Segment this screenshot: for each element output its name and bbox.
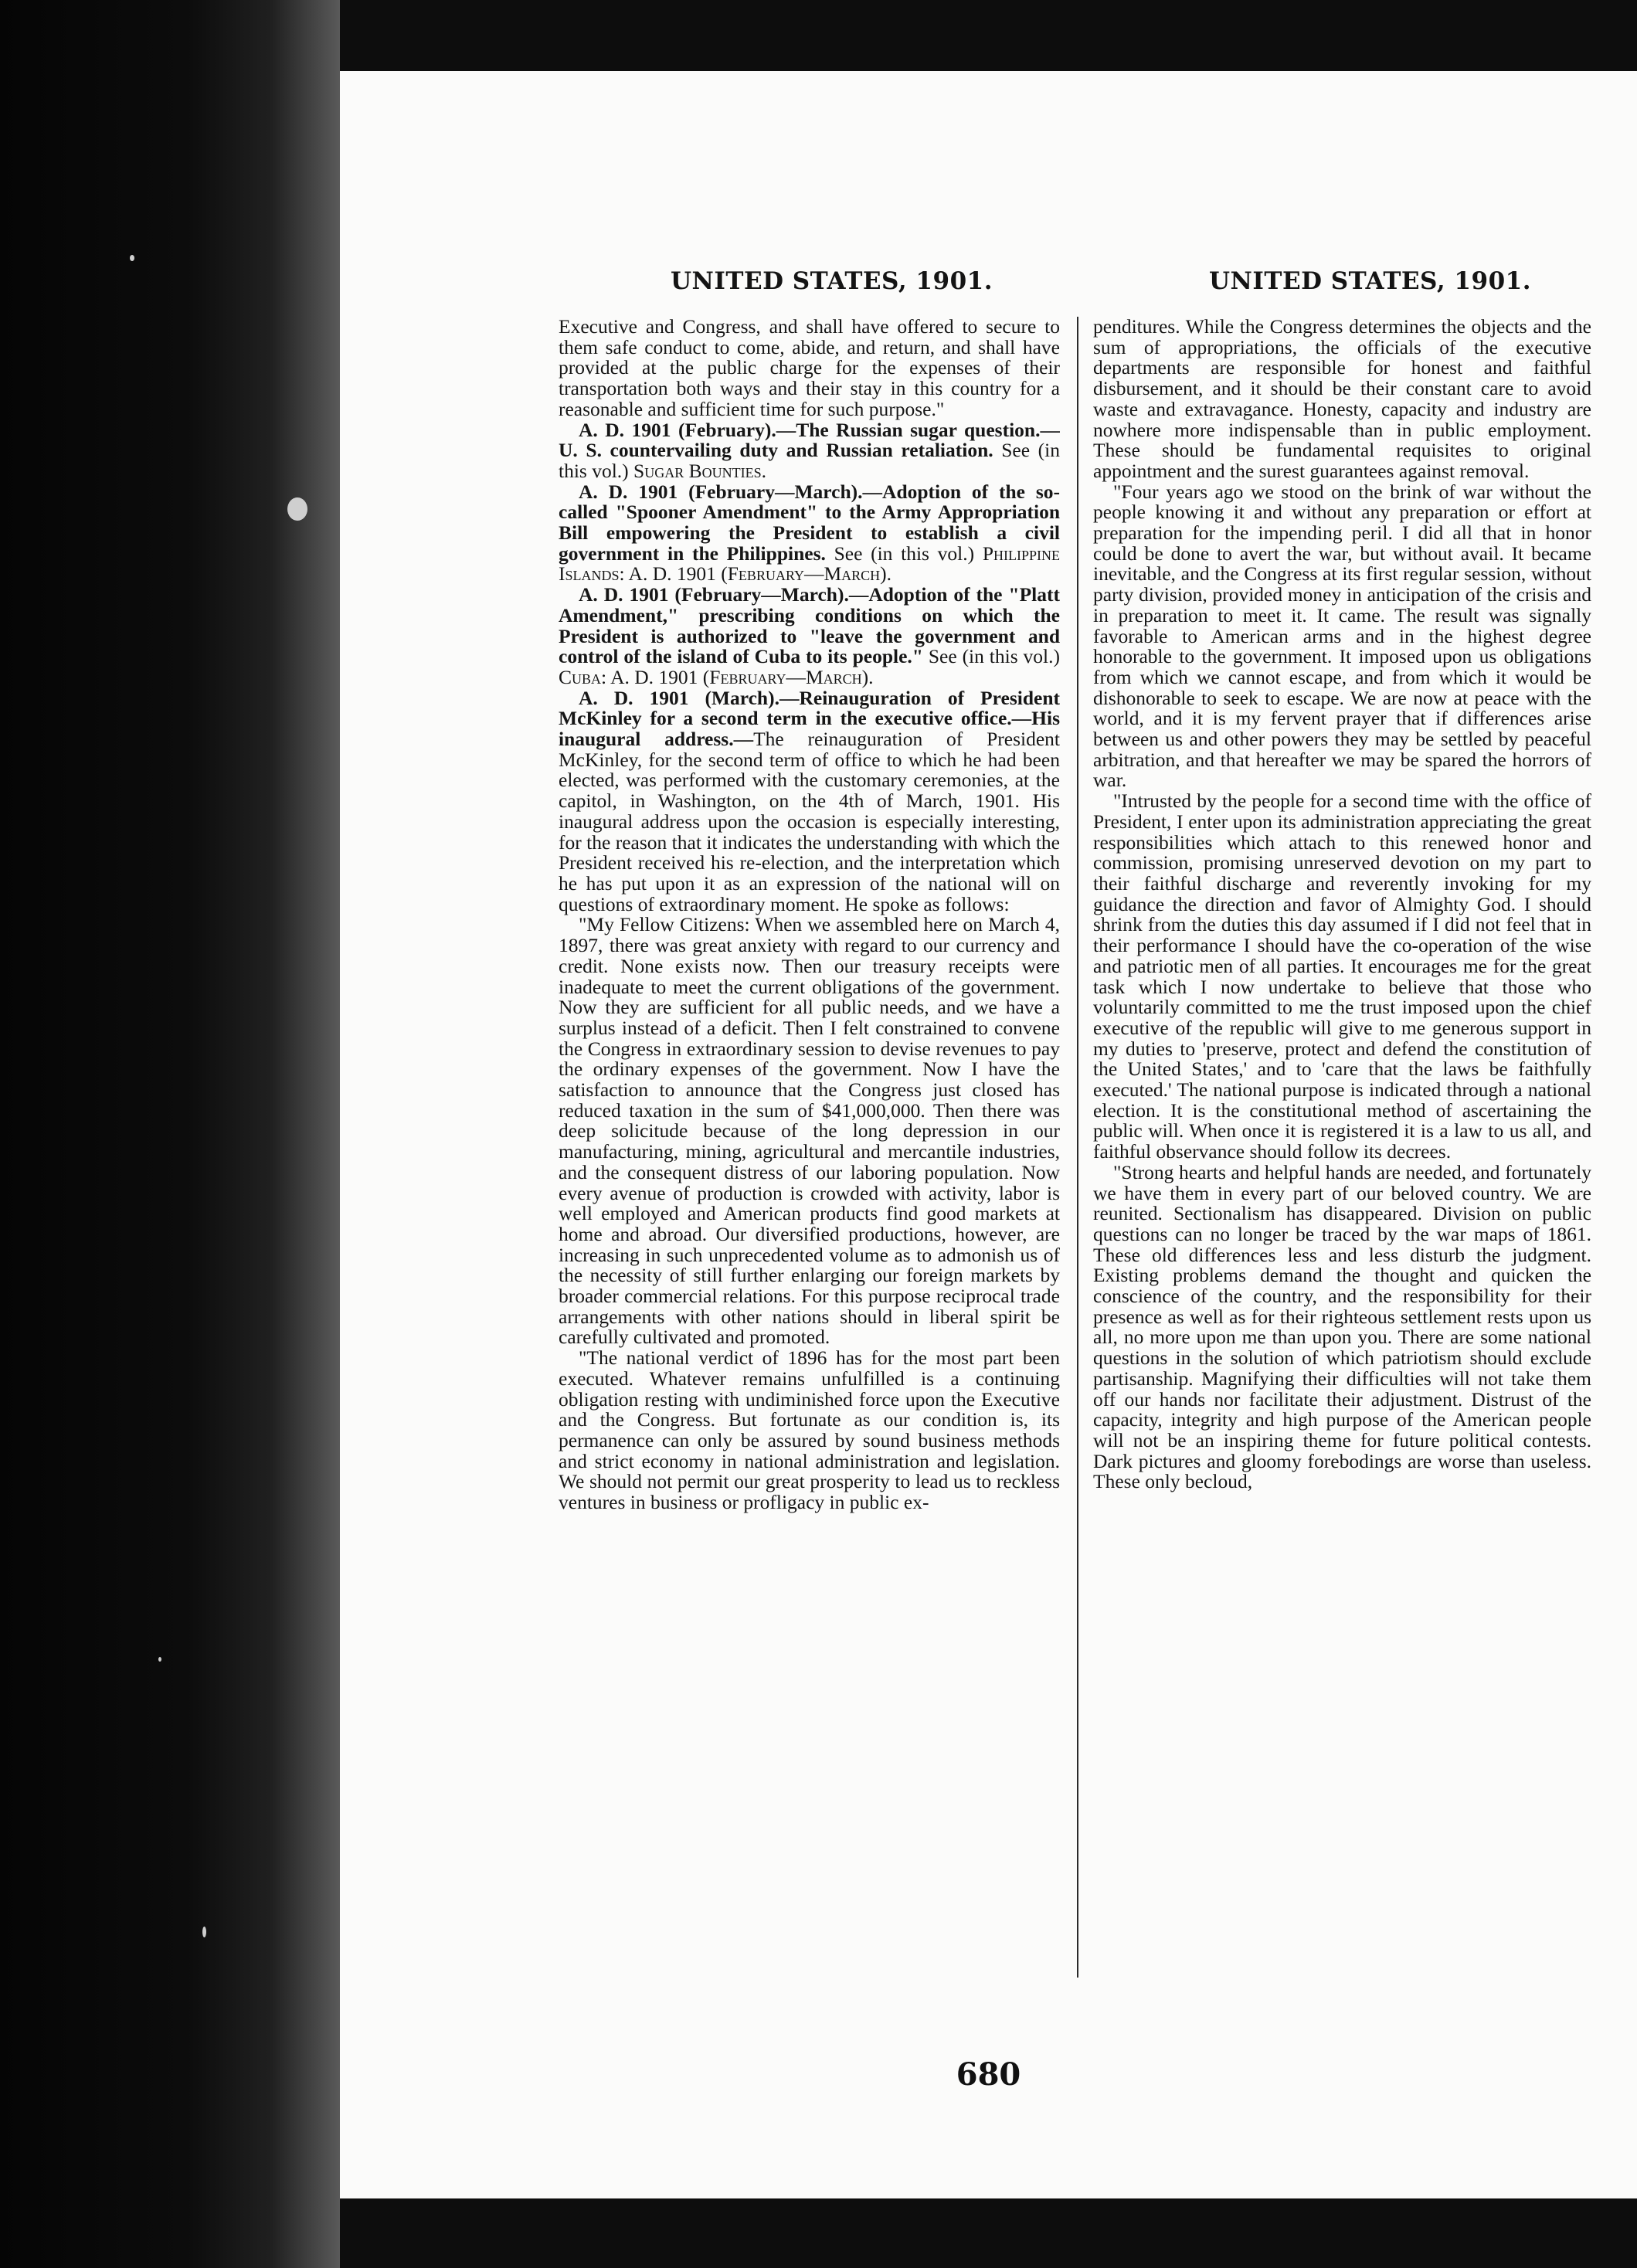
right-column	[1093, 317, 1591, 2070]
cross-reference: Philippine Islands: A. D. 1901 (February—March).	[559, 542, 1060, 586]
left-column	[559, 317, 1060, 2070]
entry-heading: A. D. 1901 (February—March).—Adoption of the so-called "Spooner Amendment" to the Army Appropriation Bill empowering the President to establish a civil government in the Philippines.	[559, 480, 1060, 565]
entry-see: See (in this vol.)	[922, 645, 1060, 668]
entry-heading: A. D. 1901 (February—March).—Adoption of the "Platt Amendment," prescribing conditions on which the President is authorized to "leave the government and control of the island of Cuba to its people."	[559, 583, 1060, 668]
entry-see: See (in this vol.)	[825, 542, 983, 565]
paragraph: penditures. While the Congress determines the objects and the sum of appropriations, the officials of the executive departments are responsible for honest and faithful disbursement, and it should be their constant care to avoid waste and extravagance. Honesty, capacity and industry are nowhere more indispensable than in public employment. These should be fundamental requisites to original appointment and the surest guarantees against removal.	[1093, 317, 1591, 482]
column-divider	[1077, 317, 1078, 1978]
entry-heading: A. D. 1901 (March).—Reinauguration of President McKinley for a second term in the executive office.—His inaugural address.—	[559, 686, 1060, 751]
page-number: 680	[956, 2056, 1021, 2093]
entry-text: The reinauguration of President McKinley, for the second term of office to which he had been elected, was performed with the customary ceremonies, at the capitol, in Washington, on the 4th of March, 1901. His inaugural address upon the occasion is especially interesting, for the reason that it indicates the understanding with which the President received his re-election, and the interpretation which he has put upon it as an expression of the national will on questions of extraordinary moment. He spoke as follows:	[559, 728, 1060, 915]
scan-speck	[130, 255, 134, 261]
cross-reference: Sugar Bounties.	[633, 459, 766, 482]
paragraph: "My Fellow Citizens: When we assembled here on March 4, 1897, there was great anxiety with regard to our currency and credit. None exists now. Then our treasury receipts were inadequate to meet the current obligations of the government. Now they are sufficient for all public needs, and we have a surplus instead of a deficit. Then I felt constrained to convene the Congress in extraordinary session to devise revenues to pay the ordinary expenses of the government. Now I have the satisfaction to announce that the Congress just closed has reduced taxation in the sum of $41,000,000. Then there was deep solicitude because of the long depression in our manufacturing, mining, agricultural and mercantile industries, and the consequent distress of our laboring population. Now every avenue of production is crowded with activity, labor is well employed and American products find good markets at home and abroad. Our diversified productions, however, are increasing in such unprecedented volume as to admonish us of the necessity of still further enlarging our foreign markets by broader commercial relations. For this purpose reciprocal trade arrangements with other nations should in liberal spirit be carefully cultivated and promoted.	[559, 913, 1060, 1349]
entry	[559, 482, 1060, 586]
paragraph: "The national verdict of 1896 has for the most part been executed. Whatever remains unfulfilled is a continuing obligation resting with undiminished force upon the Executive and the Congress. But fortunate as our condition is, its permanence can only be assured by sound business methods and strict economy in national administration and legislation. We should not permit our great prosperity to lead us to reckless ventures in business or profligacy in public ex-	[559, 1346, 1060, 1514]
entry-see: See (in this vol.)	[559, 439, 1060, 482]
paragraph: "Strong hearts and helpful hands are needed, and fortunately we have them in every part of our beloved country. We are reunited. Sectionalism has disappeared. Division on public questions can no longer be traced by the war maps of 1861. These old differences less and less disturb the judgment. Existing problems demand the thought and quicken the conscience of the country, and the responsibility for their presence as well as for their righteous settlement rests upon us all, no more upon me than upon you. There are some national questions in the solution of which patriotism should exclude partisanship. Magnifying their difficulties will not take them off our hands nor facilitate their adjustment. Distrust of the capacity, integrity and high purpose of the American people will not be an inspiring theme for future political contests. Dark pictures and gloomy forebodings are worse than useless. These only becloud,	[1093, 1160, 1591, 1493]
book-page	[340, 71, 1637, 2198]
scan-speck	[158, 1657, 161, 1662]
scan-speck	[287, 497, 307, 521]
paragraph: "Intrusted by the people for a second time with the office of President, I enter upon its administration appreciating the great responsibilities which attach to this renewed honor and commission, promising unreserved devotion on my part to their faithful discharge and reverently invoking for my guidance the direction and favor of Almighty God. I should shrink from the duties this day assumed if I did not feel that in their performance I should have the co-operation of the wise and patriotic men of all parties. It encourages me for the great task which I now undertake to believe that those who voluntarily committed to me the trust imposed upon the chief executive of the republic will give to me generous support in my duties to 'preserve, protect and defend the constitution of the United States,' and to 'care that the laws be faithfully executed.' The national purpose is indicated through a national election. It is the constitutional method of ascertaining the public will. When once it is registered it is a law to us all, and faithful observance should follow its decrees.	[1093, 789, 1591, 1163]
cross-reference: Cuba: A. D. 1901 (February—March).	[559, 665, 874, 688]
running-head-left: UNITED STATES, 1901.	[671, 267, 993, 295]
scan-speck	[202, 1927, 206, 1937]
running-head-right: UNITED STATES, 1901.	[1209, 267, 1531, 295]
entry-heading: A. D. 1901 (February).—The Russian sugar question.—U. S. countervailing duty and Russian retaliation.	[559, 418, 1060, 462]
entry	[559, 420, 1060, 482]
paragraph: "Four years ago we stood on the brink of war without the people knowing it and without any preparation or effort at preparation for the impending peril. I did all that in honor could be done to avert the war, but without avail. It became inevitable, and the Congress at its first regular session, without party division, provided money in anticipation of the crisis and in preparation to meet it. It came. The result was signally favorable to American arms and in the highest degree honorable to the government. It imposed upon us obligations from which we cannot escape, and from which it would be dishonorable to seek to escape. We are now at peace with the world, and it is my fervent prayer that if differences arise between us and other powers they may be settled by peaceful arbitration, and that hereafter we may be spared the horrors of war.	[1093, 480, 1591, 792]
paragraph: Executive and Congress, and shall have offered to secure to them safe conduct to come, abide, and return, and shall have provided at the public charge for the expenses of their transportation both ways and their stay in this country for a reasonable and sufficient time for such purpose."	[559, 317, 1060, 420]
entry	[559, 585, 1060, 688]
scan-dark-margin	[0, 0, 340, 2268]
entry	[559, 688, 1060, 915]
